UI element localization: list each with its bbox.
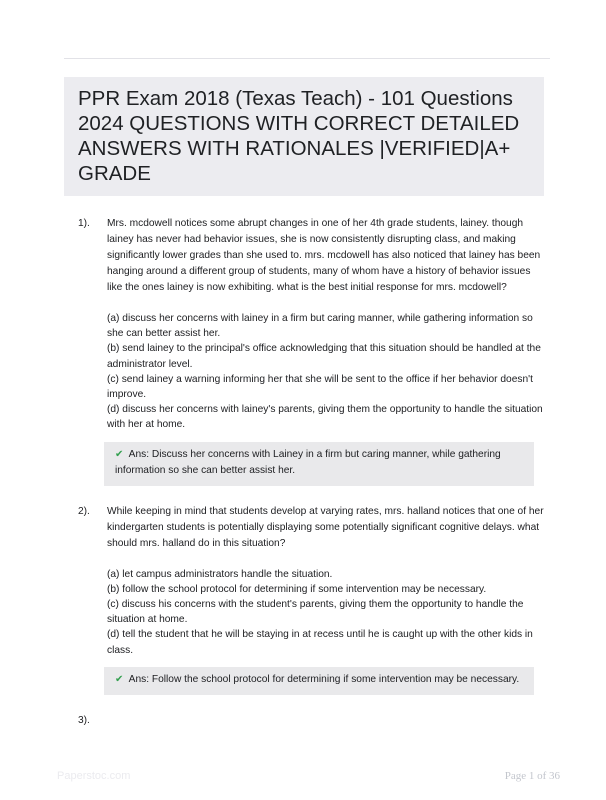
answer-box [104,667,534,695]
question-body [107,504,544,695]
option: (d) discuss her concerns with lainey's parents, giving them the opportunity to handle the situation with her at home. [107,404,543,431]
question [64,713,544,729]
check-icon: ✔ [115,448,124,460]
option: (b) send lainey to the principal's office acknowledging that this situation should be handled at the administrator level. [107,343,541,370]
question-options [107,567,544,658]
check-icon: ✔ [115,673,124,685]
answer-text: Ans: Follow the school protocol for determining if some intervention may be necessary. [126,673,520,685]
question-options [107,311,544,433]
page-footer [57,770,560,782]
option: (c) discuss his concerns with the student's parents, giving them the opportunity to handle the situation at home. [107,599,524,626]
question-number: 2). [78,505,90,517]
question-text: While keeping in mind that students develop at varying rates, mrs. halland notices that one of her kindergarten students is potentially displaying some potentially significant cognitive delays. what should mrs. halland do in this situation? [107,505,544,549]
question [64,216,544,486]
option: (d) tell the student that he will be staying in at recess until he is caught up with the other kids in class. [107,629,533,656]
question-body [107,713,544,729]
question-body [107,216,544,486]
answer-text: Ans: Discuss her concerns with Lainey in a firm but caring manner, while gathering information so she can better assist her. [115,448,501,476]
option: (c) send lainey a warning informing her that she will be sent to the office if her behavior doesn't improve. [107,373,533,401]
question-number: 3). [78,714,90,726]
top-divider [64,58,550,59]
page-number: Page 1 of 36 [504,770,560,782]
option: (b) follow the school protocol for determining if some intervention may be necessary. [107,583,487,595]
option: (a) let campus administrators handle the situation. [107,568,333,580]
question [64,504,544,695]
question-text: Mrs. mcdowell notices some abrupt changes in one of her 4th grade students, lainey. though lainey has never had behavior issues, she is now consistently disrupting class, and making significantly lower grades than she used to. mrs. mcdowell has also noticed that lainey has been hanging around a different group of students, many of whom have a history of behavior issues like the ones lainey is now exhibiting. what is the best initial response for mrs. mcdowell? [107,218,541,293]
answer-box [104,442,534,486]
document-title: PPR Exam 2018 (Texas Teach) - 101 Questions 2024 QUESTIONS WITH CORRECT DETAILED ANSWERS WITH RATIONALES |VERIFIED|A+ GRADE [64,77,544,196]
questions-list [64,216,544,729]
page-content [64,77,544,729]
option: (a) discuss her concerns with lainey in a firm but caring manner, while gathering information so she can better assist her. [107,313,533,340]
question-number: 1). [78,218,90,229]
watermark: Paperstoc.com [57,770,131,782]
